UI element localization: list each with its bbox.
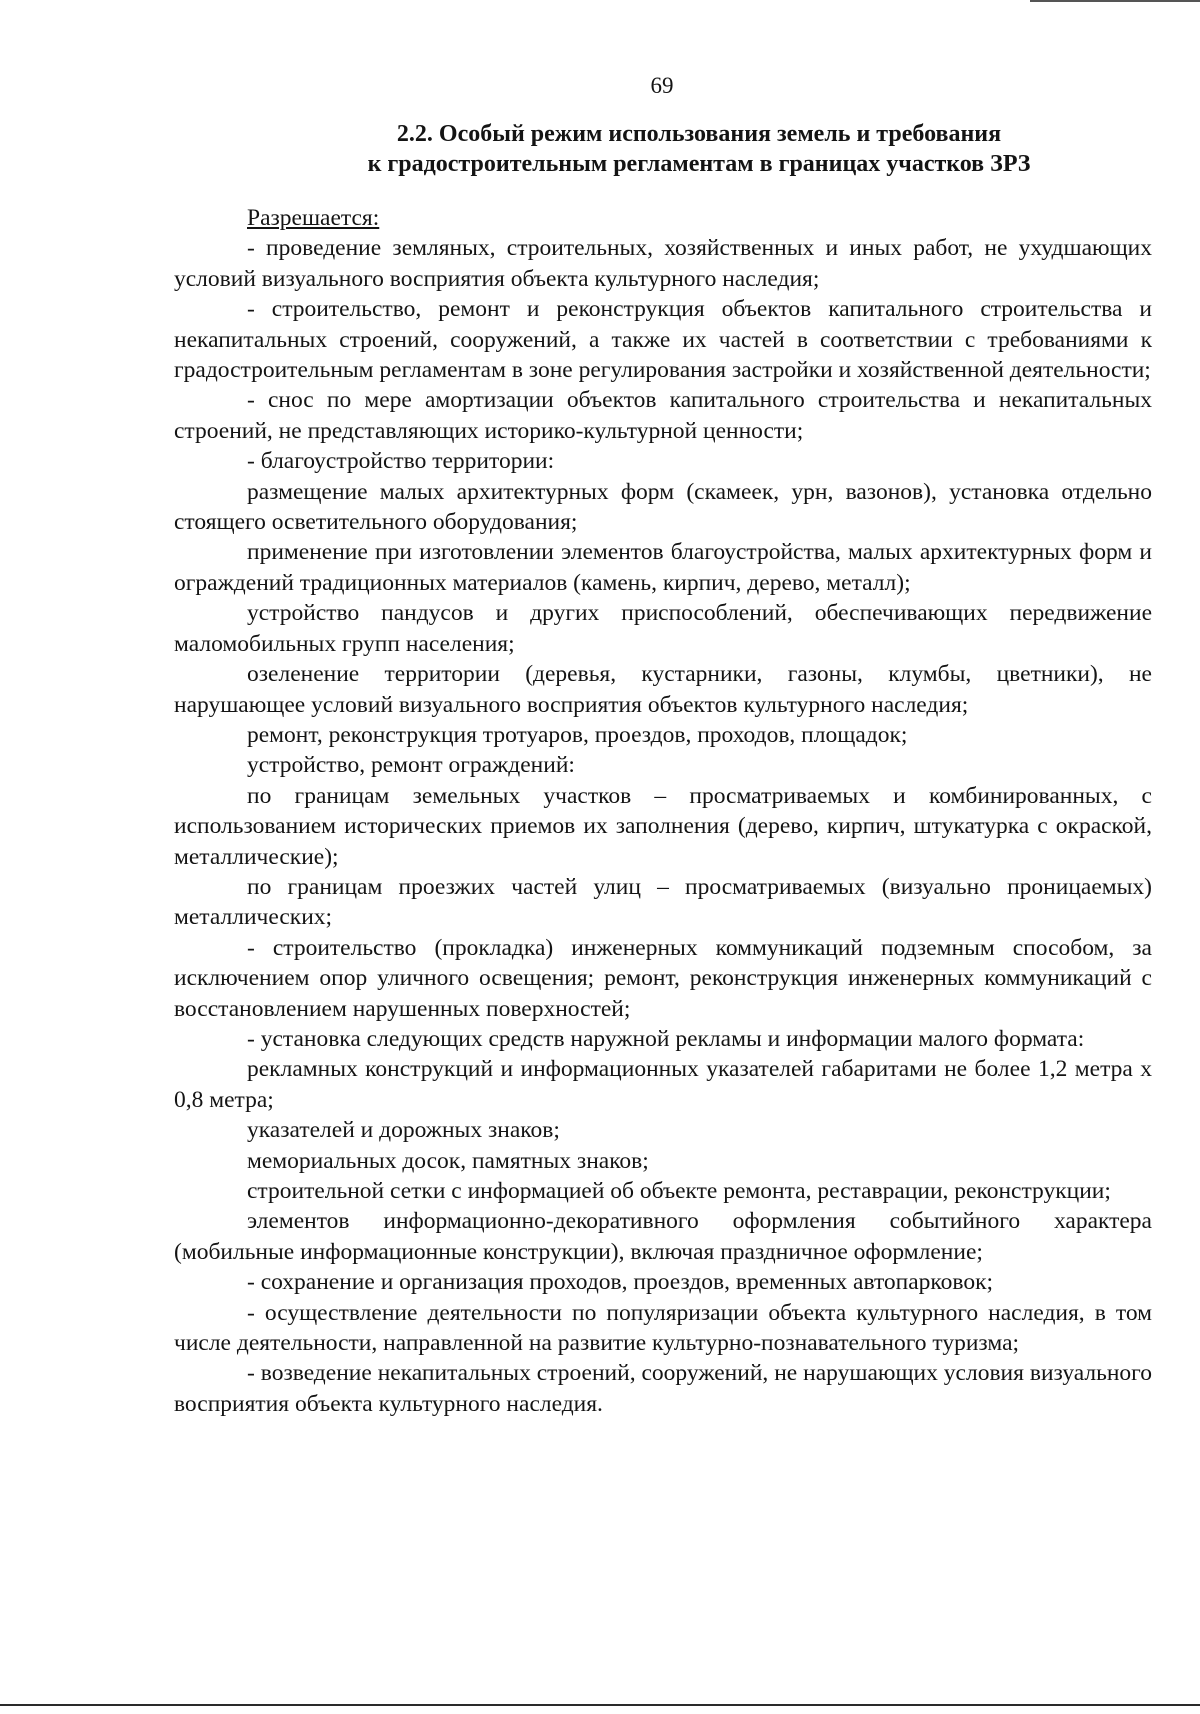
heading-line-2: к градостроительным регламентам в границах участков ЗРЗ bbox=[367, 151, 1031, 177]
document-body bbox=[174, 203, 1152, 1419]
allowed-label: Разрешается: bbox=[247, 205, 380, 231]
heading-line-1: 2.2. Особый режим использования земель и требования bbox=[396, 121, 1002, 147]
paragraph: - строительство, ремонт и реконструкция объектов капитального строительства и некапитальных строений, сооружений, а также их частей в соответствии с требованиями к градостроительным регламентам в зоне регулирования застройки и хозяйственной деятельности; bbox=[174, 296, 1152, 384]
paragraph: указателей и дорожных знаков; bbox=[247, 1117, 560, 1144]
paragraph: - проведение земляных, строительных, хозяйственных и иных работ, не ухудшающих условий визуального восприятия объекта культурного наследия; bbox=[174, 235, 1152, 292]
paragraph: мемориальных досок, памятных знаков; bbox=[247, 1147, 649, 1174]
paragraph: - установка следующих средств наружной рекламы и информации малого формата: bbox=[247, 1025, 1085, 1052]
section-heading bbox=[0, 119, 1200, 179]
paragraph: - благоустройство территории: bbox=[247, 448, 555, 475]
paragraph: строительной сетки с информацией об объекте ремонта, реставрации, реконструкции; bbox=[247, 1178, 1111, 1204]
paragraph: рекламных конструкций и информационных указателей габаритами не более 1,2 метра х 0,8 метра; bbox=[174, 1056, 1152, 1113]
paragraph: размещение малых архитектурных форм (скамеек, урн, вазонов), установка отдельно стоящего осветительного оборудования; bbox=[174, 478, 1152, 536]
paragraph: - осуществление деятельности по популяризации объекта культурного наследия, в том числе деятельности, направленной на развитие культурно-познавательного туризма; bbox=[174, 1299, 1152, 1357]
paragraph: устройство пандусов и других приспособлений, обеспечивающих передвижение маломобильных групп населения; bbox=[174, 600, 1152, 657]
paragraph: по границам проезжих частей улиц – просматриваемых (визуально проницаемых) металлических; bbox=[174, 873, 1152, 931]
paragraph: устройство, ремонт ограждений: bbox=[247, 752, 575, 779]
paragraph: ремонт, реконструкция тротуаров, проездов, проходов, площадок; bbox=[247, 721, 908, 748]
scan-edge-top bbox=[1030, 0, 1200, 2]
paragraph: элементов информационно-декоративного оформления событийного характера (мобильные информационные конструкции), включая праздничное оформление; bbox=[174, 1208, 1152, 1265]
paragraph: - строительство (прокладка) инженерных коммуникаций подземным способом, за исключением опор уличного освещения; ремонт, реконструкция инженерных коммуникаций с восстановлением нарушенных поверхностей; bbox=[174, 934, 1152, 1022]
paragraph: озеленение территории (деревья, кустарники, газоны, клумбы, цветники), не нарушающее условий визуального восприятия объектов культурного наследия; bbox=[174, 661, 1152, 718]
paragraph: - сохранение и организация проходов, проездов, временных автопарковок; bbox=[247, 1269, 994, 1296]
paragraph: - возведение некапитальных строений, сооружений, не нарушающих условия визуального восприятия объекта культурного наследия. bbox=[174, 1360, 1152, 1417]
paragraph: по границам земельных участков – просматриваемых и комбинированных, с использованием исторических приемов их заполнения (дерево, кирпич, штукатурка с окраской, металлические); bbox=[174, 782, 1152, 870]
paragraph: применение при изготовлении элементов благоустройства, малых архитектурных форм и ограждений традиционных материалов (камень, кирпич, дерево, металл); bbox=[174, 539, 1152, 596]
scan-edge-bottom bbox=[0, 1704, 1200, 1706]
page-number: 69 bbox=[650, 73, 674, 98]
paragraph: - снос по мере амортизации объектов капитального строительства и некапитальных строений, не представляющих историко-культурной ценности; bbox=[174, 387, 1152, 444]
